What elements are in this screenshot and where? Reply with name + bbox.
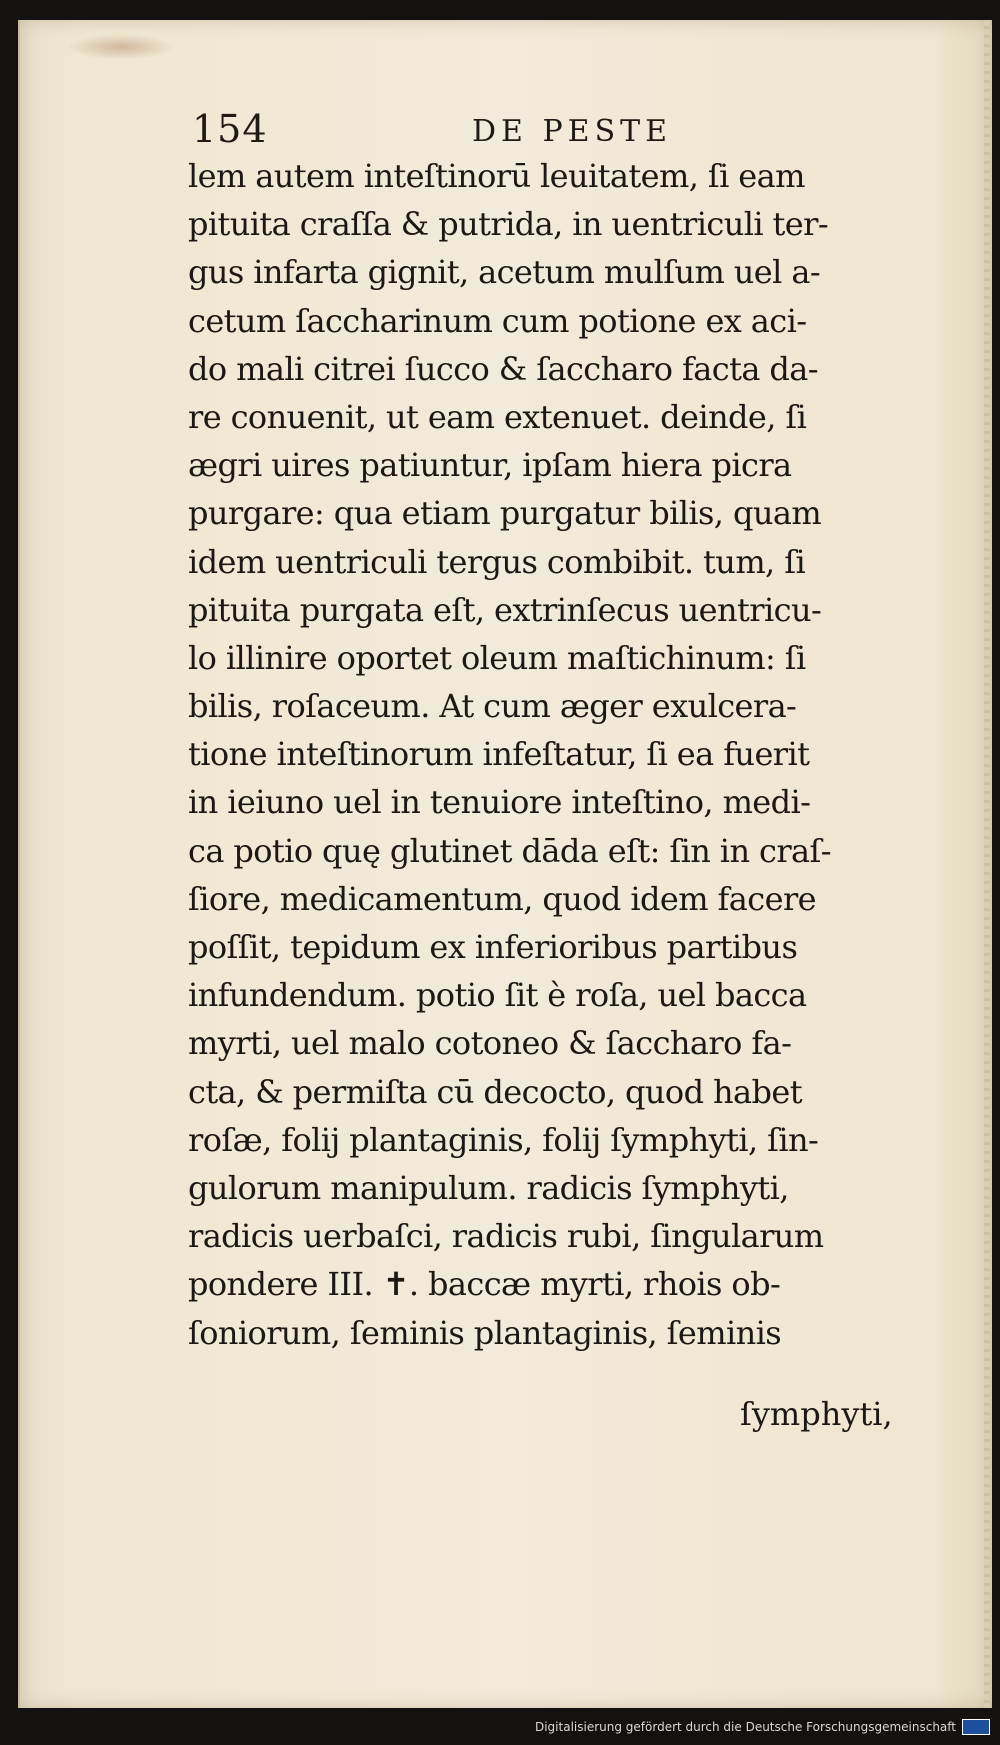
text-line: infundendum. potio ſit è roſa, uel bacca: [188, 976, 807, 1015]
text-line: in ieiuno uel in tenuiore inteſtino, medi-: [188, 783, 811, 822]
text-block: [188, 152, 950, 1357]
text-line: gus infarta gignit, acetum mulſum uel a-: [188, 253, 821, 292]
text-line: cta, & permiſta cū decocto, quod habet: [188, 1072, 802, 1111]
text-line: idem uentriculi tergus combibit. tum, ſi: [188, 542, 806, 581]
text-line: pondere III. ✝. baccæ myrti, rhois ob-: [188, 1265, 781, 1304]
folio-number: 154: [192, 107, 268, 151]
text-line: do mali citrei ſucco & ſaccharo facta da-: [188, 349, 818, 388]
text-line: bilis, roſaceum. At cum æger exulcera-: [188, 687, 797, 726]
running-title: DE PESTE: [472, 114, 673, 149]
text-line: ca potio quę glutinet dāda eſt: ſin in craſ-: [188, 831, 831, 870]
text-line: myrti, uel malo cotoneo & ſaccharo fa-: [188, 1024, 792, 1063]
text-line: re conuenit, ut eam extenuet. deinde, ſi: [188, 397, 807, 436]
text-line: radicis uerbaſci, radicis rubi, ſingularum: [188, 1217, 824, 1256]
funding-credit: Digitalisierung gefördert durch die Deutsche Forschungsgemeinschaft: [534, 1720, 956, 1734]
text-line: roſæ, folij plantaginis, folij ſymphyti, ſin-: [188, 1120, 819, 1159]
text-line: lem autem inteſtinorū leuitatem, ſi eam: [188, 157, 805, 195]
text-line: pituita purgata eſt, extrinſecus uentricu-: [188, 590, 822, 629]
text-line: gulorum manipulum. radicis ſymphyti,: [188, 1168, 789, 1207]
text-line: cetum ſaccharinum cum potione ex aci-: [188, 301, 807, 340]
text-line: tione inteſtinorum infeſtatur, ſi ea fuerit: [188, 735, 810, 774]
page-header: [192, 106, 752, 152]
text-line: ſiore, medicamentum, quod idem facere: [188, 879, 816, 918]
dfg-logo-icon: [962, 1719, 990, 1735]
page-edge: [984, 20, 990, 1708]
text-line: purgare: qua etiam purgatur bilis, quam: [188, 494, 822, 533]
text-line: poſſit, tepidum ex inferioribus partibus: [188, 928, 798, 966]
text-line: lo illinire oportet oleum maſtichinum: ſi: [188, 638, 806, 677]
paper-stain: [66, 34, 176, 60]
text-line: pituita craſſa & putrida, in uentriculi ter-: [188, 205, 829, 244]
catchword: ſymphyti,: [740, 1395, 893, 1433]
text-line: ſoniorum, ſeminis plantaginis, ſeminis: [188, 1313, 782, 1352]
digitization-footer: [535, 1717, 990, 1737]
text-line: ægri uires patiuntur, ipſam hiera picra: [188, 446, 792, 485]
